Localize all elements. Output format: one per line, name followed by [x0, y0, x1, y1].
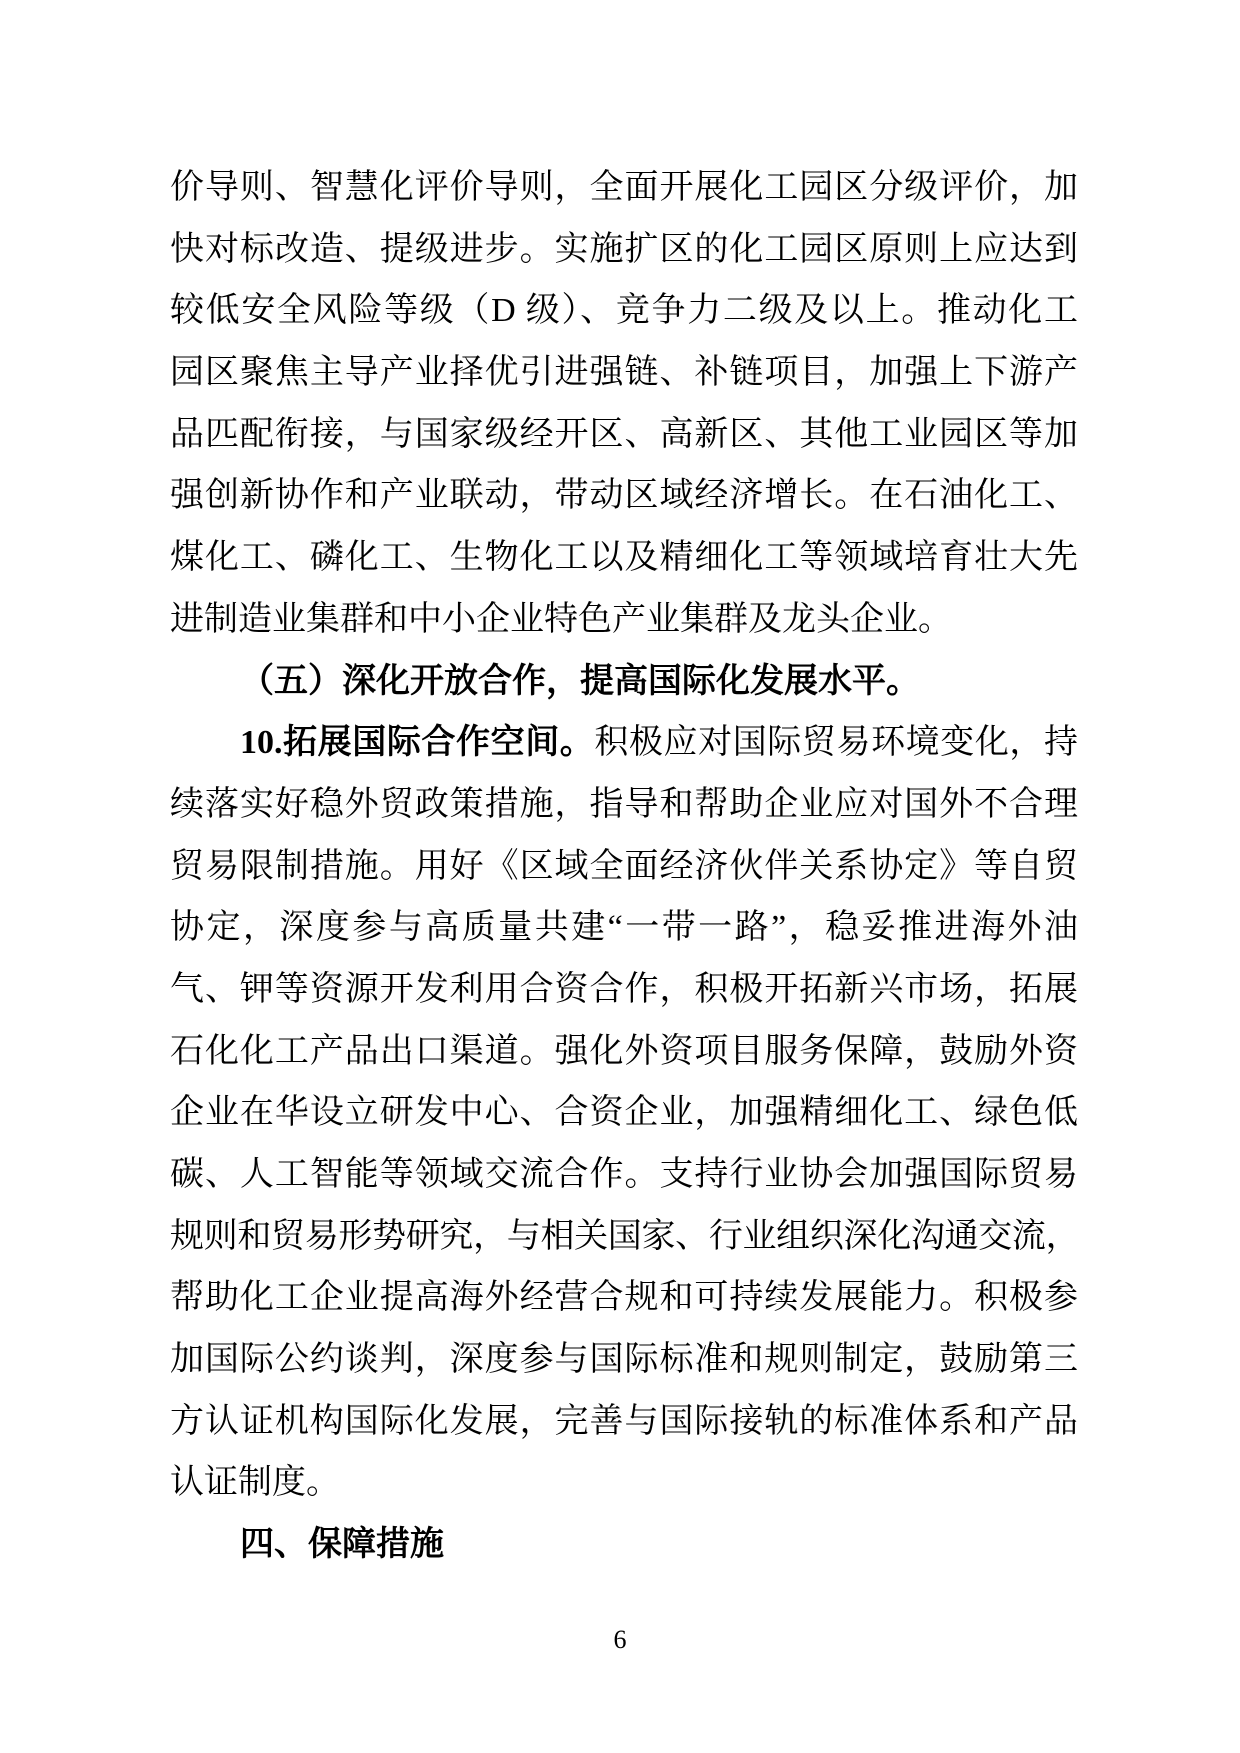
body-line: 认证制度。: [170, 1464, 340, 1502]
body-line: [170, 712, 1078, 774]
body-line: 企业在华设立研发中心、合资企业，加强精细化工、绿色低: [170, 1094, 1078, 1132]
document-body: [170, 157, 1078, 1576]
body-line: 气、钾等资源开发利用合资合作，积极开拓新兴市场，拓展: [170, 970, 1078, 1008]
page-number: 6: [613, 1625, 627, 1654]
body-line: 续落实好稳外贸政策措施，指导和帮助企业应对国外不合理: [170, 785, 1078, 823]
section-heading-four: 四、保障措施: [240, 1525, 444, 1564]
body-line: 协定，深度参与高质量共建“一带一路”，稳妥推进海外油: [170, 909, 1078, 947]
body-line: 石化化工产品出口渠道。强化外资项目服务保障，鼓励外资: [170, 1032, 1078, 1070]
body-line: 进制造业集群和中小企业特色产业集群及龙头企业。: [170, 600, 952, 638]
body-line: 煤化工、磷化工、生物化工以及精细化工等领域培育壮大先: [170, 539, 1078, 577]
body-line: 园区聚焦主导产业择优引进强链、补链项目，加强上下游产: [170, 354, 1078, 392]
body-text: 积极应对国际贸易环境变化，持: [594, 724, 1078, 762]
body-line: 品匹配衔接，与国家级经开区、高新区、其他工业园区等加: [170, 415, 1078, 453]
body-line: 碳、人工智能等领域交流合作。支持行业协会加强国际贸易: [170, 1156, 1078, 1193]
numbered-item-lead: 10.拓展国际合作空间。: [240, 724, 595, 762]
body-line: 价导则、智慧化评价导则，全面开展化工园区分级评价，加: [170, 169, 1078, 206]
body-line: 方认证机构国际化发展，完善与国际接轨的标准体系和产品: [170, 1402, 1078, 1440]
body-line: 快对标改造、提级进步。实施扩区的化工园区原则上应达到: [170, 230, 1078, 268]
body-line: 帮助化工企业提高海外经营合规和可持续发展能力。积极参: [170, 1279, 1078, 1317]
body-line: 规则和贸易形势研究，与相关国家、行业组织深化沟通交流，: [170, 1217, 1078, 1255]
body-line: 强创新协作和产业联动，带动区域经济增长。在石油化工、: [170, 477, 1078, 515]
body-line: 加国际公约谈判，深度参与国际标准和规则制定，鼓励第三: [170, 1341, 1078, 1379]
body-line: 较低安全风险等级（D 级）、竞争力二级及以上。推动化工: [170, 292, 1078, 330]
section-heading-five: （五）深化开放合作，提高国际化发展水平。: [240, 662, 920, 700]
body-line: 贸易限制措施。用好《区域全面经济伙伴关系协定》等自贸: [170, 847, 1078, 885]
